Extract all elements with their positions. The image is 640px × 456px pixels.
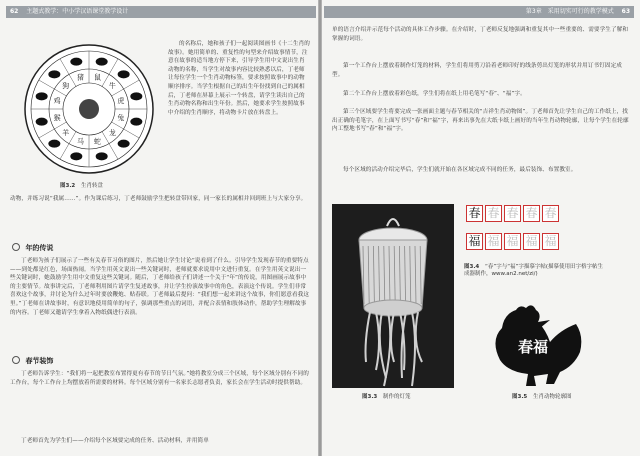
figure-3-4-label: 图3.4	[464, 264, 480, 270]
section-spring-festival-decor-body: 丁老师告诉学生：“我们将一起把教室布置得更有春节的节日气氛。”她将教室分成三个区域，每个区域分别有不同的工作台，每个工作台上均摆放着所需要的材料。每个区域分别有一名家长志愿者负责，家长会在学生活动时提供帮助。	[10, 371, 309, 386]
zodiac-animal-11	[48, 70, 60, 78]
tracing-cell-2-5: 福	[542, 233, 559, 250]
zodiac-animal-2	[118, 70, 130, 78]
zodiac-animal-12	[70, 58, 82, 66]
tracing-cell-2-4: 福	[523, 233, 540, 250]
zodiac-label-10: 鸡	[53, 96, 61, 105]
tracing-cell-1-4: 春	[523, 205, 540, 222]
lantern-photo	[332, 204, 454, 388]
zodiac-label-11: 狗	[62, 82, 70, 91]
zodiac-label-8: 羊	[62, 128, 70, 137]
zodiac-label-12: 猪	[76, 73, 84, 82]
left-running-header	[6, 6, 316, 18]
tracing-cell-2-3: 福	[504, 233, 521, 250]
right-para-4: 第三个区域要学生将要完成一张画面主题与春节相关的“吉祥生肖动物图”。丁老师首先让学生自己的工作纸上，找出正确的毛笔字，在上面写书写“春”和“福”字，再来出事先在大纸卡纸上画好的当年生肖动物轮廓，让每个学生在轮廓内工整地书写“春”和“福”字。	[332, 109, 629, 133]
figure-3-3-caption	[362, 392, 411, 400]
right-para-5: 每个区域的活动介绍完毕后，学生们就开始在各区域完成不同的任务，最后装饰、布置教室。	[343, 167, 577, 173]
zodiac-label-7: 马	[76, 137, 84, 146]
section-spring-festival-decor-title: 春节装饰	[25, 357, 54, 365]
figure-3-3-text: 制作的灯笼	[383, 394, 411, 400]
zodiac-label-2: 牛	[108, 82, 116, 91]
rooster-silhouette-figure	[480, 300, 588, 390]
zodiac-label-4: 兔	[117, 114, 125, 123]
zodiac-animal-7	[70, 152, 82, 160]
figure-3-4-caption	[464, 264, 604, 278]
zodiac-animal-3	[130, 92, 142, 100]
right-page-number: 63	[621, 8, 630, 15]
zodiac-label-9: 猴	[53, 114, 61, 123]
zodiac-center-hub	[79, 99, 99, 119]
left-intro-paragraph: 的名称后，她和孩子们一起阅读图画书《十二生肖的故事》。她用简单的、重复性的句型来介绍故事情节，注意在故事的适当地方停下来，引导学生用中文说出生肖动物的名称，当学生对故事内容比较熟悉以后，丁老师让每位学生一个生肖动物标签，要求按照故事中的动物顺序排序。当学生根据自己的出生年份找到自己的属相后，丁老师在屏幕上展示一个转盘，请学生读出自己的生肖动物名称和出生年份。然后，她要求学生按照故事中介绍的生肖顺序，将动物卡片放在转盘上。	[168, 41, 310, 116]
zodiac-animal-6	[96, 152, 108, 160]
zodiac-label-3: 虎	[117, 96, 125, 105]
tracing-worksheet	[464, 199, 600, 257]
figure-3-5-text: 生肖动物轮廓图	[533, 394, 572, 400]
right-running-header	[324, 6, 634, 18]
zodiac-animal-8	[48, 140, 60, 148]
right-page	[322, 0, 640, 456]
zodiac-animal-9	[36, 118, 48, 126]
zodiac-label-1: 鼠	[94, 73, 102, 82]
zodiac-label-5: 龙	[108, 128, 116, 137]
section-bullet-icon	[12, 243, 20, 251]
section-legend-of-nian-heading	[12, 243, 53, 253]
right-para-3: 第二个工作台上摆放着彩色纸，学生们将在纸上用毛笔写“春”、“福”字。	[343, 91, 526, 97]
figure-3-3-label: 图3.3	[362, 394, 378, 400]
tracing-cell-1-1: 春	[466, 205, 483, 222]
section-legend-of-nian-title: 年的传说	[25, 244, 54, 252]
figure-3-5-caption	[512, 392, 572, 400]
zodiac-animal-5	[118, 140, 130, 148]
right-para-2: 第一个工作台上摆放着制作灯笼的材料，学生们将用剪刀沿着老师印好的线条剪出灯笼的形状并用订书钉固定成型。	[332, 63, 622, 78]
zodiac-animal-4	[130, 118, 142, 126]
tracing-cell-1-2: 春	[485, 205, 502, 222]
section-spring-festival-decor-heading	[12, 356, 53, 366]
left-intro-paragraph-end: 动物，并练习说“我属……”。作为课后练习，丁老师鼓励学生把转盘带回家，同一家长的属相并回到班上与大家分享。	[10, 196, 307, 202]
section-legend-of-nian-body: 丁老师为孩子们展示了一些有关春节习俗的图片，然后她让学生讨论“说看到了什么。引导学生发现春节的重要特点——到处都是红色，场面热闹。当学生用英文说出一些关键词时，老师就要求说用中文进行重复。在学生用英文说出一些关键词时，她鼓励学生用中文重复这些关键词。随后，丁老师给孩子们讲述一个关于“年”的传说，用图画展示故事中的主要情节。故事讲完后，丁老师利用图片请学生复述故事，并让学生扮演故事中的角色，表演这个传说。学生们非常喜欢这个故事，并讨论为什么过年时要放鞭炮、贴春联。丁老师最后提问：“我们想一起来讲这个故事，你们愿意看我这里。”丁老师在讲故事时，有意识地使用简单的句子，强调那些重点的词语，并配合表情和肢体动作，帮助学生理解故事的内容。丁老师又邀请学生拿着入物纸偶进行表演。	[10, 258, 310, 316]
zodiac-animal-10	[36, 92, 48, 100]
tracing-cell-1-3: 春	[504, 205, 521, 222]
left-running-head-title: 主题式教学：中小学汉语课堂教学设计	[26, 8, 129, 15]
figure-3-2-label: 图3.2	[60, 183, 76, 189]
left-page	[0, 0, 318, 456]
figure-3-2-caption	[60, 181, 103, 189]
figure-3-4-text: “春”字与“福”字描摹字帖(描摹使用田字格字帖生成器制作，www.an2.net/zi/)	[464, 264, 604, 277]
figure-3-2-text: 生肖转盘	[81, 183, 104, 189]
tracing-cell-1-5: 春	[542, 205, 559, 222]
section-bullet-icon	[12, 356, 20, 364]
zodiac-label-6: 蛇	[94, 137, 102, 146]
tracing-cell-2-2: 福	[485, 233, 502, 250]
section-spring-festival-decor-body-end: 丁老师首先为学生们——介绍每个区域要完成的任务、活动材料，并用简单	[21, 438, 209, 444]
right-para-1: 单的语言介绍并示范每个活动的具体工作步骤。在介绍时，丁老师反复地强调和重复其中一些重要的、需要学生了解和掌握的词语。	[332, 27, 629, 42]
zodiac-wheel-figure	[14, 42, 164, 176]
left-page-number: 62	[10, 8, 19, 15]
tracing-cell-2-1: 福	[466, 233, 483, 250]
figure-3-5-label: 图3.5	[512, 394, 528, 400]
zodiac-animal-1	[96, 58, 108, 66]
lantern-drawing	[332, 204, 454, 388]
rooster-text: 春福	[518, 338, 549, 356]
right-running-head-title: 第3章 采用切实可行的教学模式	[525, 8, 614, 15]
